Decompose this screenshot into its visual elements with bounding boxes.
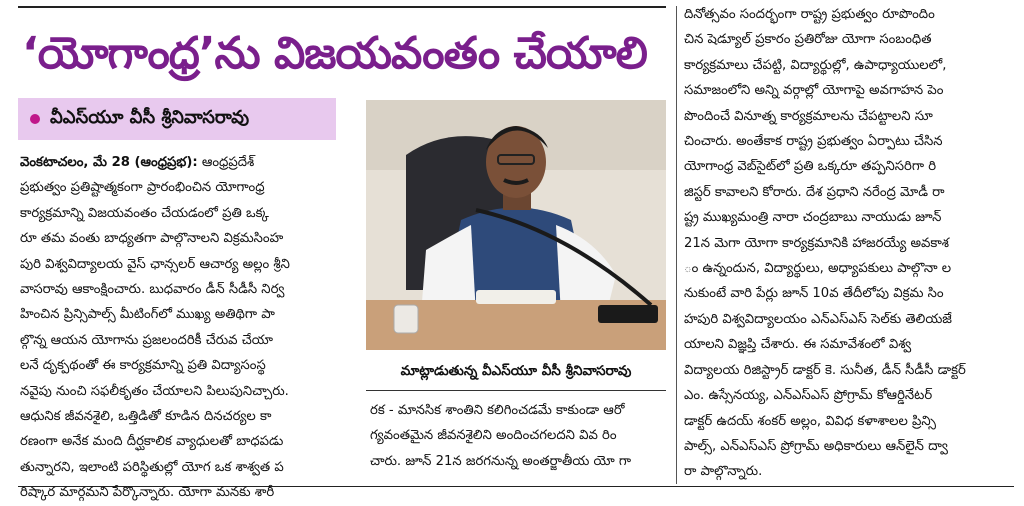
article-line: లనే దృక్పథంతో ఈ కార్యక్రమాన్ని ప్రతి విద్యాసంస్థ	[20, 358, 266, 374]
byline-box	[18, 98, 336, 140]
article-line: తున్నారని, ఇలాంటి పరిస్థితుల్లో యోగ ఒక శాశ్వత ప	[20, 459, 284, 475]
article-line: రూ తమ వంతు బాధ్యతగా పాల్గొనాలని విక్రమసింహ	[20, 231, 284, 247]
vc-photo	[366, 100, 666, 350]
article-line: పాల్స్, ఎన్ఎస్ఎస్ ప్రోగ్రామ్ అధికారులు ఆన్‌లైన్ ద్వా	[684, 438, 948, 454]
article-line: పొందించే వినూత్న కార్యక్రమాలను చేపట్టాలని సూ	[684, 108, 933, 124]
headline: ‘యోగాంధ్ర’ను విజయవంతం చేయాలి	[22, 28, 647, 79]
article-line: జిస్టర్ కావాలని కోరారు. దేశ ప్రధాని నరేంద్ర మోడీ రా	[684, 184, 945, 200]
article-line: రక - మానసిక శాంతిని కలిగించడమే కాకుండా ఆరో	[370, 403, 625, 418]
article-line: ల్గొన్న ఆయన యోగాను ప్రజలందరికీ చేరువ చేయా	[20, 332, 273, 348]
bullet-icon	[30, 114, 40, 124]
article-line: రణంగా అనేక మంది దీర్ఘకాలిక వ్యాధులతో బాధపడు	[20, 434, 284, 450]
article-line: గ్యవంతమైన జీవనశైలిని అందించగలదని వివ రిం	[370, 428, 617, 444]
article-column-2	[370, 398, 670, 474]
article-line: కార్యక్రమాన్ని విజయవంతం చేయడంలో ప్రతి ఒక్క	[20, 205, 269, 221]
article-line: రిష్కార మార్గమని పేర్కొన్నారు. యోగా మనకు శారీ	[20, 485, 275, 501]
article-column-3	[684, 2, 1014, 485]
article-line: చించారు. అంతేకాక రాష్ట్ర ప్రభుత్వం ఏర్పాటు చేసిన	[684, 134, 943, 150]
article-line: ఆధునిక జీవనశైలి, ఒత్తిడితో కూడిన దినచర్యల కా	[20, 409, 272, 425]
article-line: సమాజంలోని అన్ని వర్గాల్లో యోగాపై అవగాహన పెం	[684, 83, 944, 99]
article-line: వాసరావు ఆకాంక్షించారు. బుధవారం డీన్ సీడీసీ నిర్వ	[20, 282, 285, 298]
article-column-1	[20, 150, 355, 506]
article-line	[20, 150, 355, 175]
article-line: నవైపు నుంచి సఫలీకృతం చేయాలని పిలుపునిచ్చారు.	[20, 383, 289, 399]
article-line: విద్యాలయ రిజిస్ట్రార్ డాక్టర్ కె. సునీత, డీన్ సీడీసీ డాక్టర్	[684, 362, 966, 378]
article-line: ష్ట్ర ముఖ్యమంత్రి నారా చంద్రబాబు నాయుడు జూన్	[684, 210, 942, 226]
article-line: రా పాల్గొన్నారు.	[684, 464, 763, 480]
article-line: 21న మెగా యోగా కార్యక్రమానికి హాజరయ్యే అవకాశ	[684, 235, 949, 251]
article-line: చిన షెడ్యూల్ ప్రకారం ప్రతిరోజు యోగా సంబంధిత	[684, 32, 932, 48]
article-line: యోగాంధ్ర వెబ్‌సైట్‌లో ప్రతి ఒక్కరూ తప్పనిసరిగా రి	[684, 159, 937, 175]
article-line: చారు. జూన్ 21న జరగనున్న అంతర్జాతీయ యో గా	[370, 453, 632, 469]
article-line: దినోత్సవం సందర్భంగా రాష్ట్ర ప్రభుత్వం రూపొందిం	[684, 7, 935, 22]
article-line: ం ఉన్నందున, విద్యార్థులు, అధ్యాపకులు పాల్గొనా ల	[684, 261, 952, 277]
byline: వీఎస్‌యూ వీసీ శ్రీనివాసరావు	[50, 106, 250, 128]
article-line: యాలని విజ్ఞప్తి చేశారు. ఈ సమావేశంలో విశ్వ	[684, 337, 912, 353]
photo-caption: మాట్లాడుతున్న వీఎస్‌యూ వీసీ శ్రీనివాసరావు	[366, 354, 666, 391]
vc-photo-illustration	[366, 100, 666, 350]
top-rule	[18, 6, 666, 8]
article-line: డాక్టర్ ఉదయ్ శంకర్ అల్లం, వివిధ కళాశాలల ప్రిన్సి	[684, 413, 936, 429]
line-text: ఆంధ్రప్రదేశ్	[201, 155, 255, 170]
dateline: వెంకటాచలం, మే 28 (ఆంధ్రప్రభ):	[20, 155, 198, 170]
article-line: నుకుంటే వారి పేర్లు జూన్ 10వ తేదీలోపు విక్రమ సిం	[684, 286, 944, 302]
article-line: కార్యక్రమాలు చేపట్టి, విద్యార్థుల్లో, ఉపాధ్యాయులలో,	[684, 57, 947, 73]
article-line: ఎం. ఉస్సేనయ్య, ఎన్ఎస్ఎస్ ప్రోగ్రామ్ కోఆర్డినేటర్	[684, 388, 933, 404]
article-line: ప్రభుత్వం ప్రతిష్టాత్మకంగా ప్రారంభించిన యోగాంధ్ర	[20, 180, 265, 196]
article-line: హించిన ప్రిన్సిపాల్స్ మీటింగ్‌లో ముఖ్య అతిథిగా పా	[20, 307, 275, 323]
article-line: హపురి విశ్వవిద్యాలయం ఎన్ఎస్ఎస్ సెల్‌కు తెలియజే	[684, 311, 952, 327]
column-divider	[676, 6, 677, 484]
article-line: పురి విశ్వవిద్యాలయ వైస్ ఛాన్సలర్ ఆచార్య అల్లం శ్రీని	[20, 256, 290, 272]
